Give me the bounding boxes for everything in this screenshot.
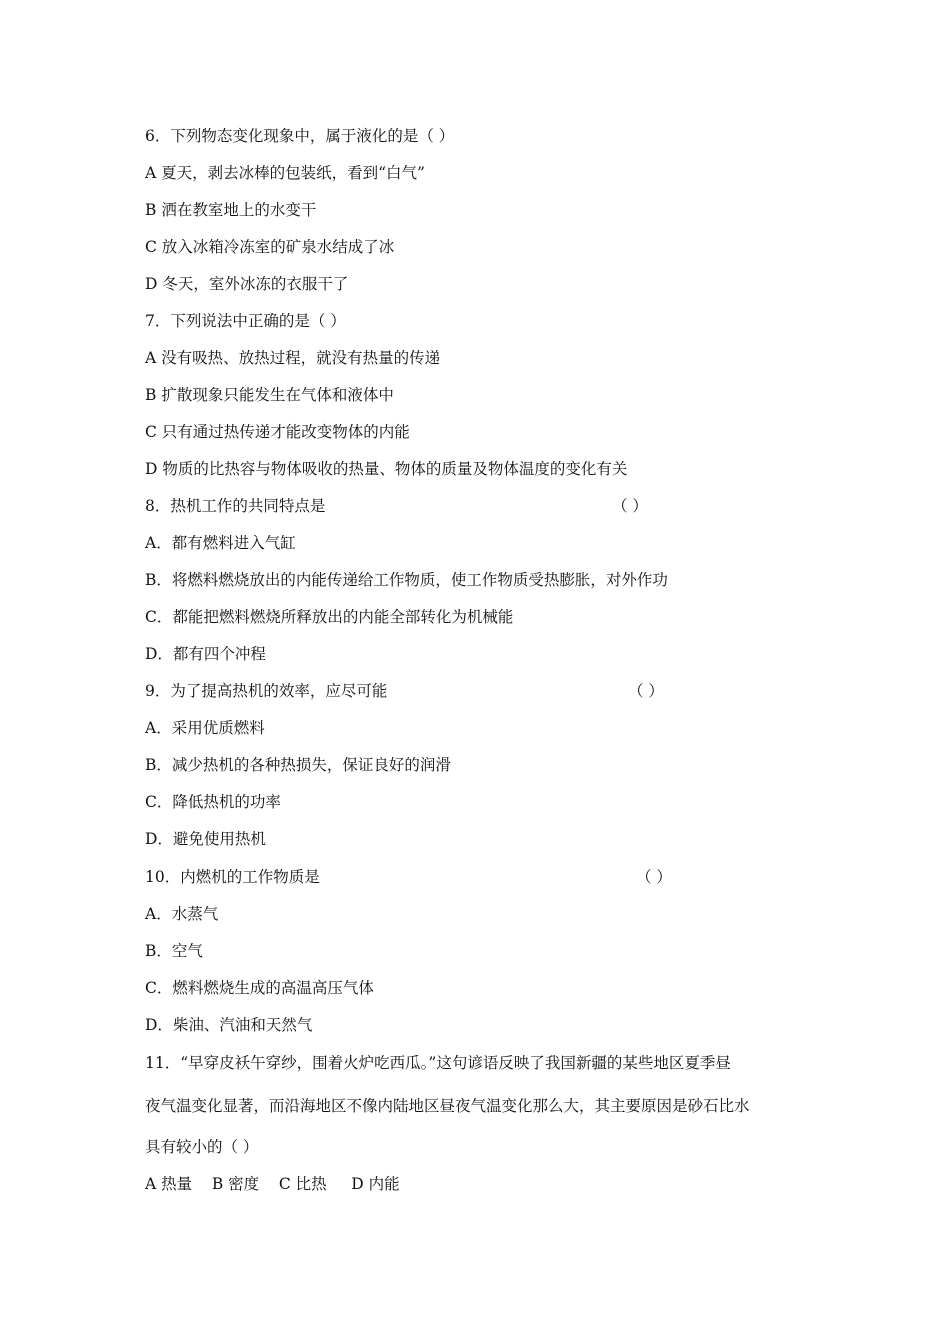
q6-option-d: D 冬天，室外冰冻的衣服干了 xyxy=(145,275,349,293)
q7-option-d: D 物质的比热容与物体吸收的热量、物体的质量及物体温度的变化有关 xyxy=(145,460,628,478)
q9-option-c: C．降低热机的功率 xyxy=(145,793,281,811)
q11-stem-line-3: 具有较小的（ ） xyxy=(145,1138,259,1156)
q11-stem-line-1: 11．“早穿皮袄午穿纱，围着火炉吃西瓜。”这句谚语反映了我国新疆的某些地区夏季昼 xyxy=(145,1054,731,1072)
q6-option-b: B 洒在教室地上的水变干 xyxy=(145,201,317,219)
q6-stem: 6．下列物态变化现象中，属于液化的是（ ） xyxy=(145,127,455,145)
q11-stem-line-2: 夜气温变化显著，而沿海地区不像内陆地区昼夜气温变化那么大，其主要原因是砂石比水 xyxy=(145,1097,750,1115)
q9-stem: 9．为了提高热机的效率，应尽可能 xyxy=(145,682,388,700)
q7-stem: 7．下列说法中正确的是（ ） xyxy=(145,312,346,330)
q10-stem: 10．内燃机的工作物质是 xyxy=(145,868,320,886)
q8-stem: 8．热机工作的共同特点是 xyxy=(145,497,326,515)
q8-option-d: D．都有四个冲程 xyxy=(145,645,266,663)
q11-options: A 热量 B 密度 C 比热 D 内能 xyxy=(145,1175,400,1193)
q10-option-c: C．燃料燃烧生成的高温高压气体 xyxy=(145,979,374,997)
q10-answer-paren: （ ） xyxy=(636,868,672,886)
q9-option-d: D．避免使用热机 xyxy=(145,830,266,848)
q8-option-b: B．将燃料燃烧放出的内能传递给工作物质，使工作物质受热膨胀，对外作功 xyxy=(145,571,668,589)
q10-option-d: D．柴油、汽油和天然气 xyxy=(145,1016,313,1034)
q8-answer-paren: （ ） xyxy=(612,497,648,515)
q10-option-b: B．空气 xyxy=(145,942,203,960)
q8-option-c: C．都能把燃料燃烧所释放出的内能全部转化为机械能 xyxy=(145,608,514,626)
q9-option-b: B．减少热机的各种热损失，保证良好的润滑 xyxy=(145,756,451,774)
q9-option-a: A．采用优质燃料 xyxy=(145,719,265,737)
q7-option-a: A 没有吸热、放热过程，就没有热量的传递 xyxy=(145,349,441,367)
q9-answer-paren: （ ） xyxy=(628,682,664,700)
q7-option-b: B 扩散现象只能发生在气体和液体中 xyxy=(145,386,394,404)
q6-option-a: A 夏天，剥去冰棒的包装纸，看到“白气” xyxy=(145,164,425,182)
q8-option-a: A．都有燃料进入气缸 xyxy=(145,534,296,552)
q6-option-c: C 放入冰箱冷冻室的矿泉水结成了冰 xyxy=(145,238,395,256)
q7-option-c: C 只有通过热传递才能改变物体的内能 xyxy=(145,423,410,441)
q10-option-a: A．水蒸气 xyxy=(145,905,219,923)
